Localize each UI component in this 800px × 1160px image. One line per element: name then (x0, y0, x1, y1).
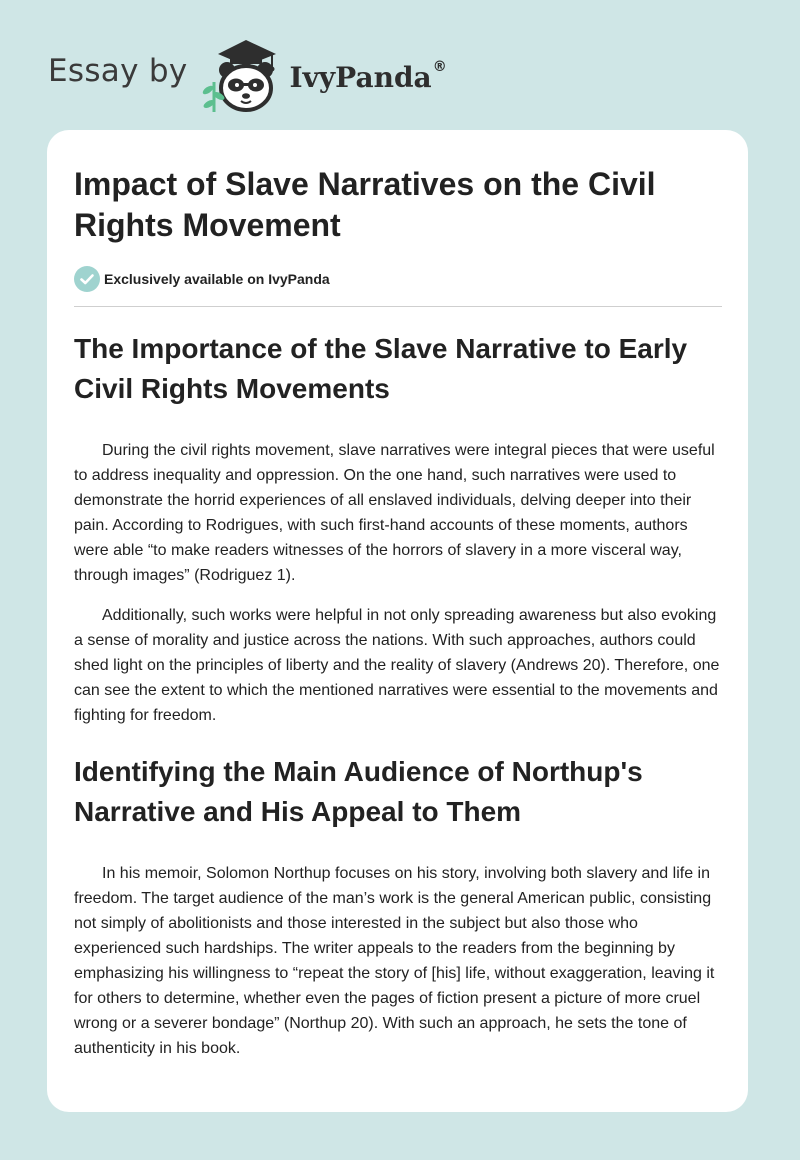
essay-title: Impact of Slave Narratives on the Civil Rights Movement (74, 166, 656, 243)
brand-name (289, 58, 447, 94)
panda-graduate-icon (196, 34, 292, 114)
section-importance (74, 329, 722, 728)
brand-name-text: IvyPanda (289, 60, 432, 94)
brand-prefix: Essay by (48, 53, 188, 89)
check-circle-icon (74, 266, 100, 292)
paragraph: Additionally, such works were helpful in not only spreading awareness but also evoking a sense of morality and justice across the nations. With such approaches, authors could shed light on the principles of liberty and the reality of slavery (Andrews 20). Therefore, one can see the extent to which the mentioned narratives were essential to the movements and fighting for freedom. (74, 607, 720, 724)
exclusive-badge (74, 266, 722, 292)
section-heading: The Importance of the Slave Narrative to Early Civil Rights Movements (74, 333, 688, 404)
brand-header (48, 34, 447, 114)
registered-mark: ® (432, 58, 447, 75)
section-heading: Identifying the Main Audience of Northup's Narrative and His Appeal to Them (74, 756, 643, 827)
exclusive-badge-label: Exclusively available on IvyPanda (104, 271, 330, 287)
essay-card (47, 130, 748, 1112)
title-divider (74, 306, 722, 307)
paragraph: During the civil rights movement, slave narratives were integral pieces that were useful to address inequality and oppression. On the one hand, such narratives were used to demonstrate the horrid experiences of all enslaved individuals, delving deeper into their pain. According to Rodrigues, with such first-hand accounts of these moments, authors were able “to make readers witnesses of the horrors of slavery in a more visceral way, through images” (Rodriguez 1). (74, 442, 715, 584)
section-audience (74, 752, 722, 1061)
paragraph: In his memoir, Solomon Northup focuses on his story, involving both slavery and life in freedom. The target audience of the man’s work is the general American public, consisting not simply of abolitionists and those interested in the subject but also those who experienced such hardships. The writer appeals to the readers from the beginning by emphasizing his willingness to “repeat the story of [his] life, without exaggeration, leaving it for others to determine, whether even the pages of fiction present a picture of more cruel wrong or a severer bondage” (Northup 20). With such an approach, he sets the tone of authenticity in his book. (74, 865, 715, 1057)
